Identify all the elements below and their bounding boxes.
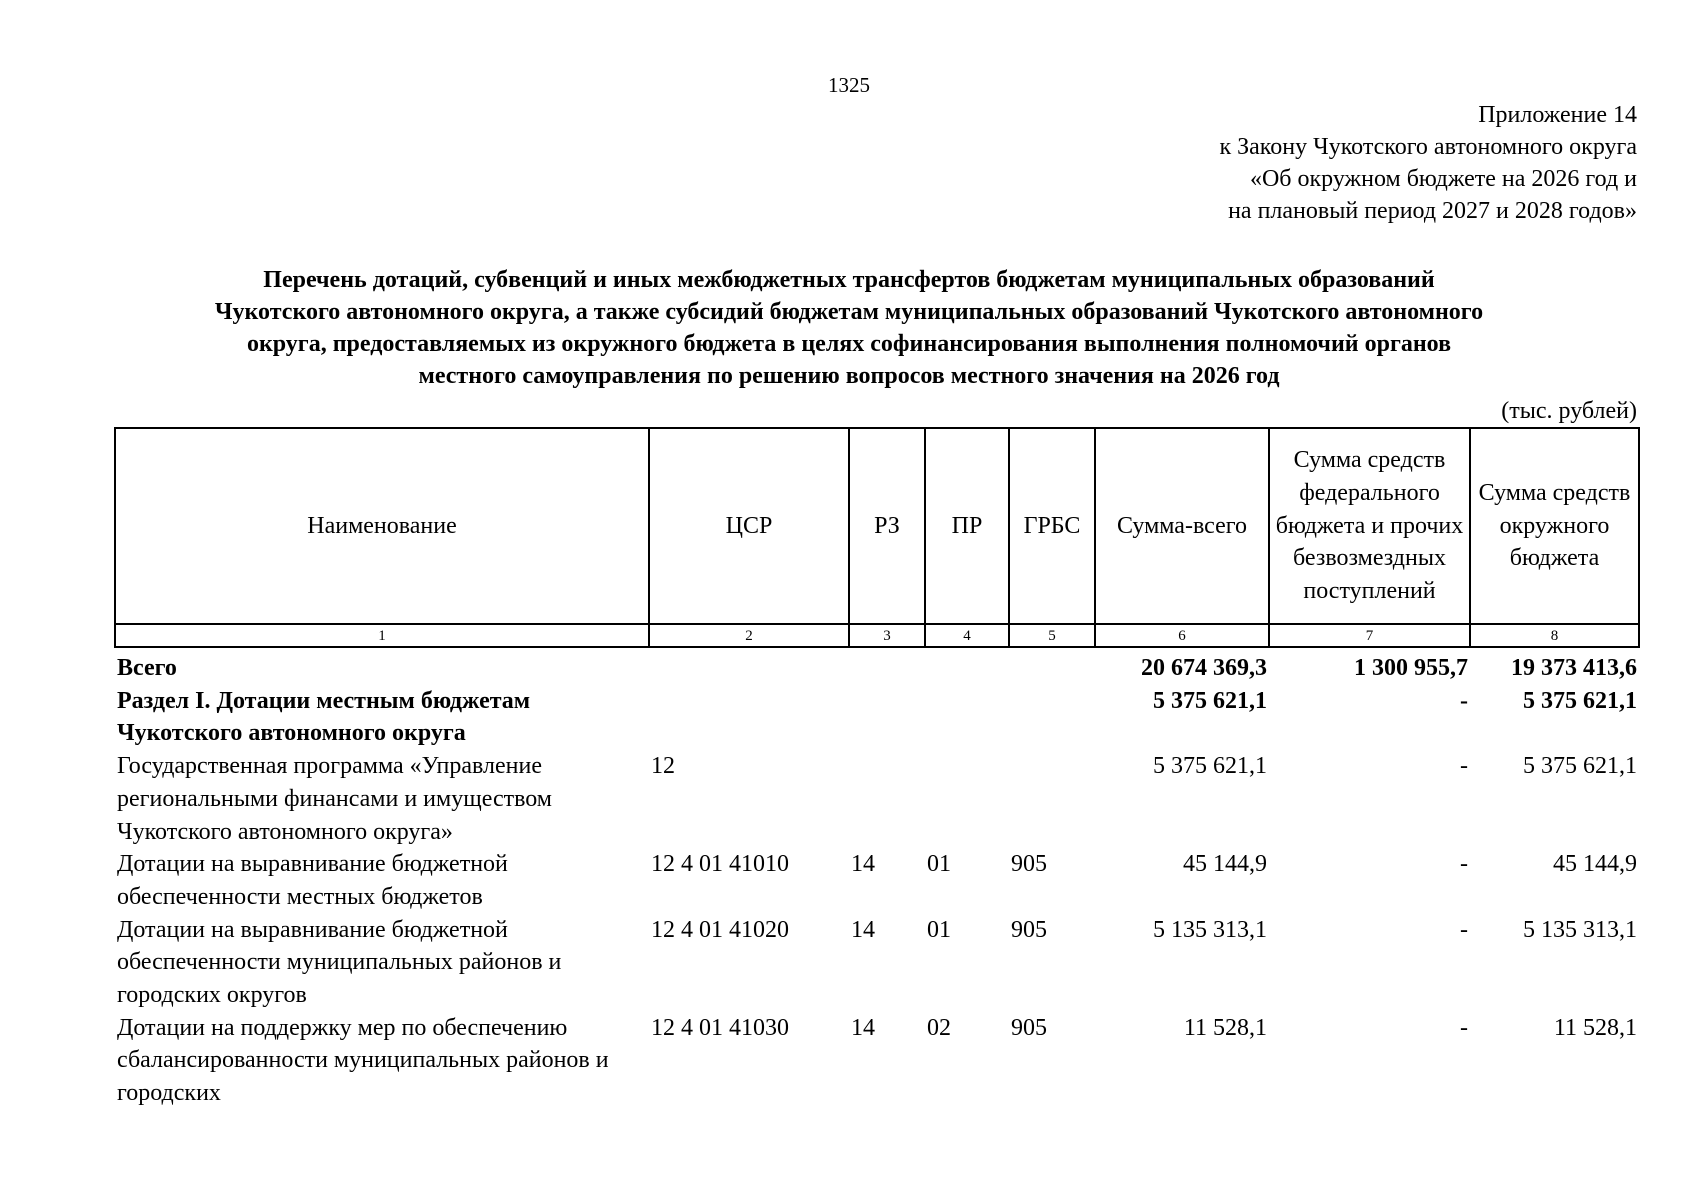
row-pr: [925, 750, 1009, 848]
row-grbs: [1009, 685, 1095, 750]
row-federal: -: [1460, 851, 1468, 878]
row-csr: 12 4 01 41030: [651, 1014, 789, 1041]
row-grbs: [1009, 652, 1095, 685]
row-regional: 11 528,1: [1553, 1014, 1637, 1041]
column-number: 5: [1009, 624, 1095, 647]
transfers-table: [114, 427, 1640, 1110]
row-regional: 5 375 621,1: [1523, 753, 1637, 780]
header-csr: ЦСР: [649, 428, 849, 624]
row-rz: [849, 750, 925, 848]
header-name: Наименование: [115, 428, 649, 624]
row-total: 20 674 369,3: [1141, 655, 1267, 681]
title-line: округа, предоставляемых из окружного бюджета в целях софинансирования выполнения полномочий органов: [246, 331, 1452, 357]
header-federal: Сумма средств федерального бюджета и прочих безвозмездных поступлений: [1269, 428, 1470, 624]
row-pr: [925, 652, 1009, 685]
row-total: 11 528,1: [1183, 1014, 1267, 1041]
column-number: 1: [115, 624, 649, 647]
row-name: Раздел I. Дотации местным бюджетам Чукотского автономного округа: [117, 687, 531, 747]
column-number-row: [115, 624, 1639, 647]
column-number: 4: [925, 624, 1009, 647]
table-header-row: [115, 428, 1639, 624]
appendix-line: «Об окружном бюджете на 2026 год и: [1249, 166, 1637, 192]
header-total: Сумма-всего: [1095, 428, 1269, 624]
row-rz: 14: [851, 851, 875, 878]
row-grbs: 905: [1011, 1014, 1047, 1041]
row-pr: 01: [927, 916, 951, 943]
column-number: 3: [849, 624, 925, 647]
row-total: 5 375 621,1: [1153, 687, 1267, 714]
table-row: [115, 750, 1639, 848]
column-number: 2: [649, 624, 849, 647]
row-federal: -: [1460, 1014, 1468, 1041]
page-number: 1325: [828, 73, 870, 97]
document-title: [100, 264, 1598, 392]
row-total: 5 135 313,1: [1153, 916, 1267, 943]
row-total: 5 375 621,1: [1153, 753, 1267, 780]
units-label: (тыс. рублей): [1501, 398, 1637, 424]
row-federal: -: [1460, 753, 1468, 780]
row-name: Всего: [117, 655, 177, 681]
header-grbs: ГРБС: [1009, 428, 1095, 624]
row-regional: 45 144,9: [1553, 851, 1637, 878]
table-row: [115, 914, 1639, 1012]
column-number: 6: [1095, 624, 1269, 647]
row-csr: [649, 685, 849, 750]
row-regional: 19 373 413,6: [1511, 655, 1637, 681]
row-csr: 12 4 01 41020: [651, 916, 789, 943]
title-line: местного самоуправления по решению вопросов местного значения на 2026 год: [418, 363, 1280, 389]
header-regional: Сумма средств окружного бюджета: [1470, 428, 1639, 624]
row-federal: -: [1460, 916, 1468, 943]
row-total: 45 144,9: [1183, 851, 1267, 878]
appendix-line: к Закону Чукотского автономного округа: [1219, 134, 1637, 160]
row-rz: [849, 652, 925, 685]
row-rz: 14: [851, 916, 875, 943]
row-name: Государственная программа «Управление региональными финансами и имуществом Чукотского автономного округа»: [117, 753, 552, 845]
appendix-line: на плановый период 2027 и 2028 годов»: [1228, 198, 1637, 224]
column-number: 8: [1470, 624, 1639, 647]
title-line: Перечень дотаций, субвенций и иных межбюджетных трансфертов бюджетам муниципальных образований: [263, 267, 1435, 293]
row-grbs: [1009, 750, 1095, 848]
row-pr: 02: [927, 1014, 951, 1041]
appendix-note: [1219, 99, 1637, 227]
row-name: Дотации на поддержку мер по обеспечению сбалансированности муниципальных районов и городских: [117, 1014, 609, 1107]
row-csr: 12 4 01 41010: [651, 851, 789, 878]
column-number: 7: [1269, 624, 1470, 647]
table-row-total: [115, 652, 1639, 685]
row-regional: 5 375 621,1: [1523, 687, 1637, 714]
row-federal: -: [1460, 687, 1468, 714]
table-row-section: [115, 685, 1639, 750]
row-csr: 12: [651, 753, 675, 780]
row-rz: [849, 685, 925, 750]
row-federal: 1 300 955,7: [1354, 655, 1468, 681]
row-name: Дотации на выравнивание бюджетной обеспеченности местных бюджетов: [117, 851, 508, 910]
row-pr: 01: [927, 851, 951, 878]
row-rz: 14: [851, 1014, 875, 1041]
table-row: [115, 848, 1639, 913]
row-grbs: 905: [1011, 851, 1047, 878]
row-regional: 5 135 313,1: [1523, 916, 1637, 943]
title-line: Чукотского автономного округа, а также субсидий бюджетам муниципальных образований Чукотского автономного: [214, 299, 1484, 325]
table-row: [115, 1012, 1639, 1110]
row-csr: [649, 652, 849, 685]
row-name: Дотации на выравнивание бюджетной обеспеченности муниципальных районов и городских округов: [117, 916, 562, 1009]
header-pr: ПР: [925, 428, 1009, 624]
row-pr: [925, 685, 1009, 750]
appendix-line: Приложение 14: [1478, 102, 1637, 128]
header-rz: РЗ: [849, 428, 925, 624]
row-grbs: 905: [1011, 916, 1047, 943]
